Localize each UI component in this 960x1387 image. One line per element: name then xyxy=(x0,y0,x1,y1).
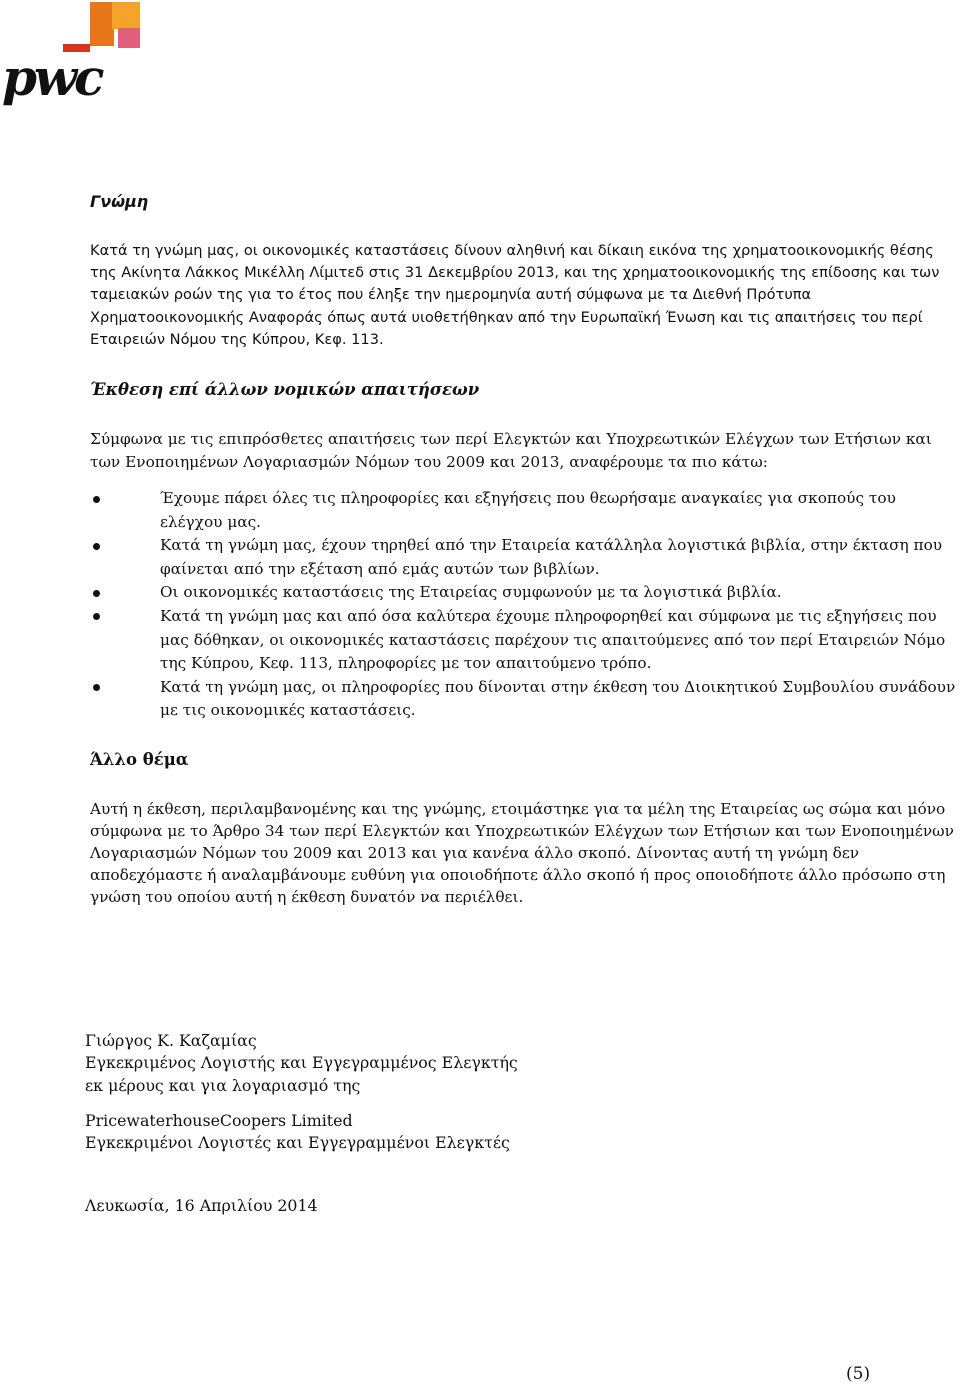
list-item xyxy=(90,581,958,605)
place-date: Λευκωσία, 16 Απριλίου 2014 xyxy=(85,1195,318,1215)
list-item-text: Κατά τη γνώμη μας, έχουν τηρηθεί από την Εταιρεία κατάλληλα λογιστικά βιβλία, στην έκταση που φαίνεται από την εξέταση από εμάς αυτών των βιβλίων. xyxy=(160,536,943,578)
other-legal-heading: Έκθεση επί άλλων νομικών απαιτήσεων xyxy=(90,380,480,400)
document-body xyxy=(85,0,958,1217)
on-behalf-of: εκ μέρους και για λογαριασμό της xyxy=(85,1075,361,1095)
bullet-icon xyxy=(93,496,100,503)
signatory-title: Εγκεκριμένος Λογιστής και Εγγεγραμμένος Ελεγκτής xyxy=(85,1053,518,1073)
firm-title: Εγκεκριμένοι Λογιστές και Εγγεγραμμένοι Ελεγκτές xyxy=(85,1133,510,1153)
list-item xyxy=(90,534,958,581)
signatory-name: Γιώργος Κ. Καζαμίας xyxy=(85,1030,257,1050)
list-item xyxy=(90,676,958,723)
other-legal-intro: Σύμφωνα με τις επιπρόσθετες απαιτήσεις των περί Ελεγκτών και Υποχρεωτικών Ελέγχων των Ετήσιων και των Ενοποιημένων Λογαριασμών Νόμων του 2009 και 2013, αναφέρουμε τα πιο κάτω: xyxy=(90,430,932,471)
list-item xyxy=(90,605,958,676)
other-matter-heading: Άλλο θέμα xyxy=(90,749,189,769)
bullet-icon xyxy=(93,543,100,550)
bullet-icon xyxy=(93,684,100,691)
firm-name: PricewaterhouseCoopers Limited xyxy=(85,1110,353,1130)
bullet-icon xyxy=(93,590,100,597)
list-item-text: Κατά τη γνώμη μας και από όσα καλύτερα έχουμε πληροφορηθεί και σύμφωνα με τις εξηγήσεις που μας δόθηκαν, οι οικονομικές καταστάσεις παρέχουν τις απαιτούμενες από τον περί Εταιρειών Νόμο της Κύπρου, Κεφ. 113, πληροφορίες με τον απαιτούμενο τρόπο. xyxy=(160,606,946,673)
list-item-text: Έχουμε πάρει όλες τις πληροφορίες και εξηγήσεις που θεωρήσαμε αναγκαίες για σκοπούς του ελέγχου μας. xyxy=(160,489,896,531)
opinion-paragraph: Κατά τη γνώμη μας, οι οικονομικές καταστάσεις δίνουν αληθινή και δίκαιη εικόνα της χρηματοοικονομικής θέσης της Ακίνητα Λάκκος Μικέλλη Λίμιτεδ στις 31 Δεκεμβρίου 2013, και της χρηματοοικονομικής της επίδοσης και των ταμειακών ροών της για το έτος που έληξε την ημερομηνία αυτή σύμφωνα με τα Διεθνή Πρότυπα Χρηματοοικονομικής Αναφοράς όπως αυτά υιοθετήθηκαν από την Ευρωπαϊκή Ένωση και τις απαιτήσεις του περί Εταιρειών Νόμου της Κύπρου, Κεφ. 113. xyxy=(90,242,940,348)
page-number: (5) xyxy=(846,1364,871,1384)
logo-wordmark: pwc xyxy=(2,48,102,107)
other-legal-list xyxy=(90,487,958,723)
opinion-heading: Γνώμη xyxy=(90,192,149,211)
list-item-text: Κατά τη γνώμη μας, οι πληροφορίες που δίνονται στην έκθεση του Διοικητικού Συμβουλίου συνάδουν με τις οικονομικές καταστάσεις. xyxy=(160,677,956,720)
bullet-icon xyxy=(93,613,100,620)
signature-block xyxy=(85,1030,958,1218)
other-matter-paragraph: Αυτή η έκθεση, περιλαμβανομένης και της γνώμης, ετοιμάστηκε για τα μέλη της Εταιρείας ως σώμα και μόνο σύμφωνα με το Άρθρο 34 των περί Ελεγκτών και Υποχρεωτικών Ελέγχων των Ετήσιων και των Ενοποιημένων Λογαριασμών Νόμων του 2009 και 2013 και για κανένα άλλο σκοπό. Δίνοντας αυτή τη γνώμη δεν αποδεχόμαστε ή αναλαμβάνουμε ευθύνη για οποιοδήποτε άλλο σκοπό ή προς οποιοδήποτε άλλο πρόσωπο στη γνώση του οποίου αυτή η έκθεση δυνατόν να περιέλθει. xyxy=(90,799,954,906)
list-item xyxy=(90,487,958,534)
list-item-text: Οι οικονομικές καταστάσεις της Εταιρείας συμφωνούν με τα λογιστικά βιβλία. xyxy=(160,583,782,602)
